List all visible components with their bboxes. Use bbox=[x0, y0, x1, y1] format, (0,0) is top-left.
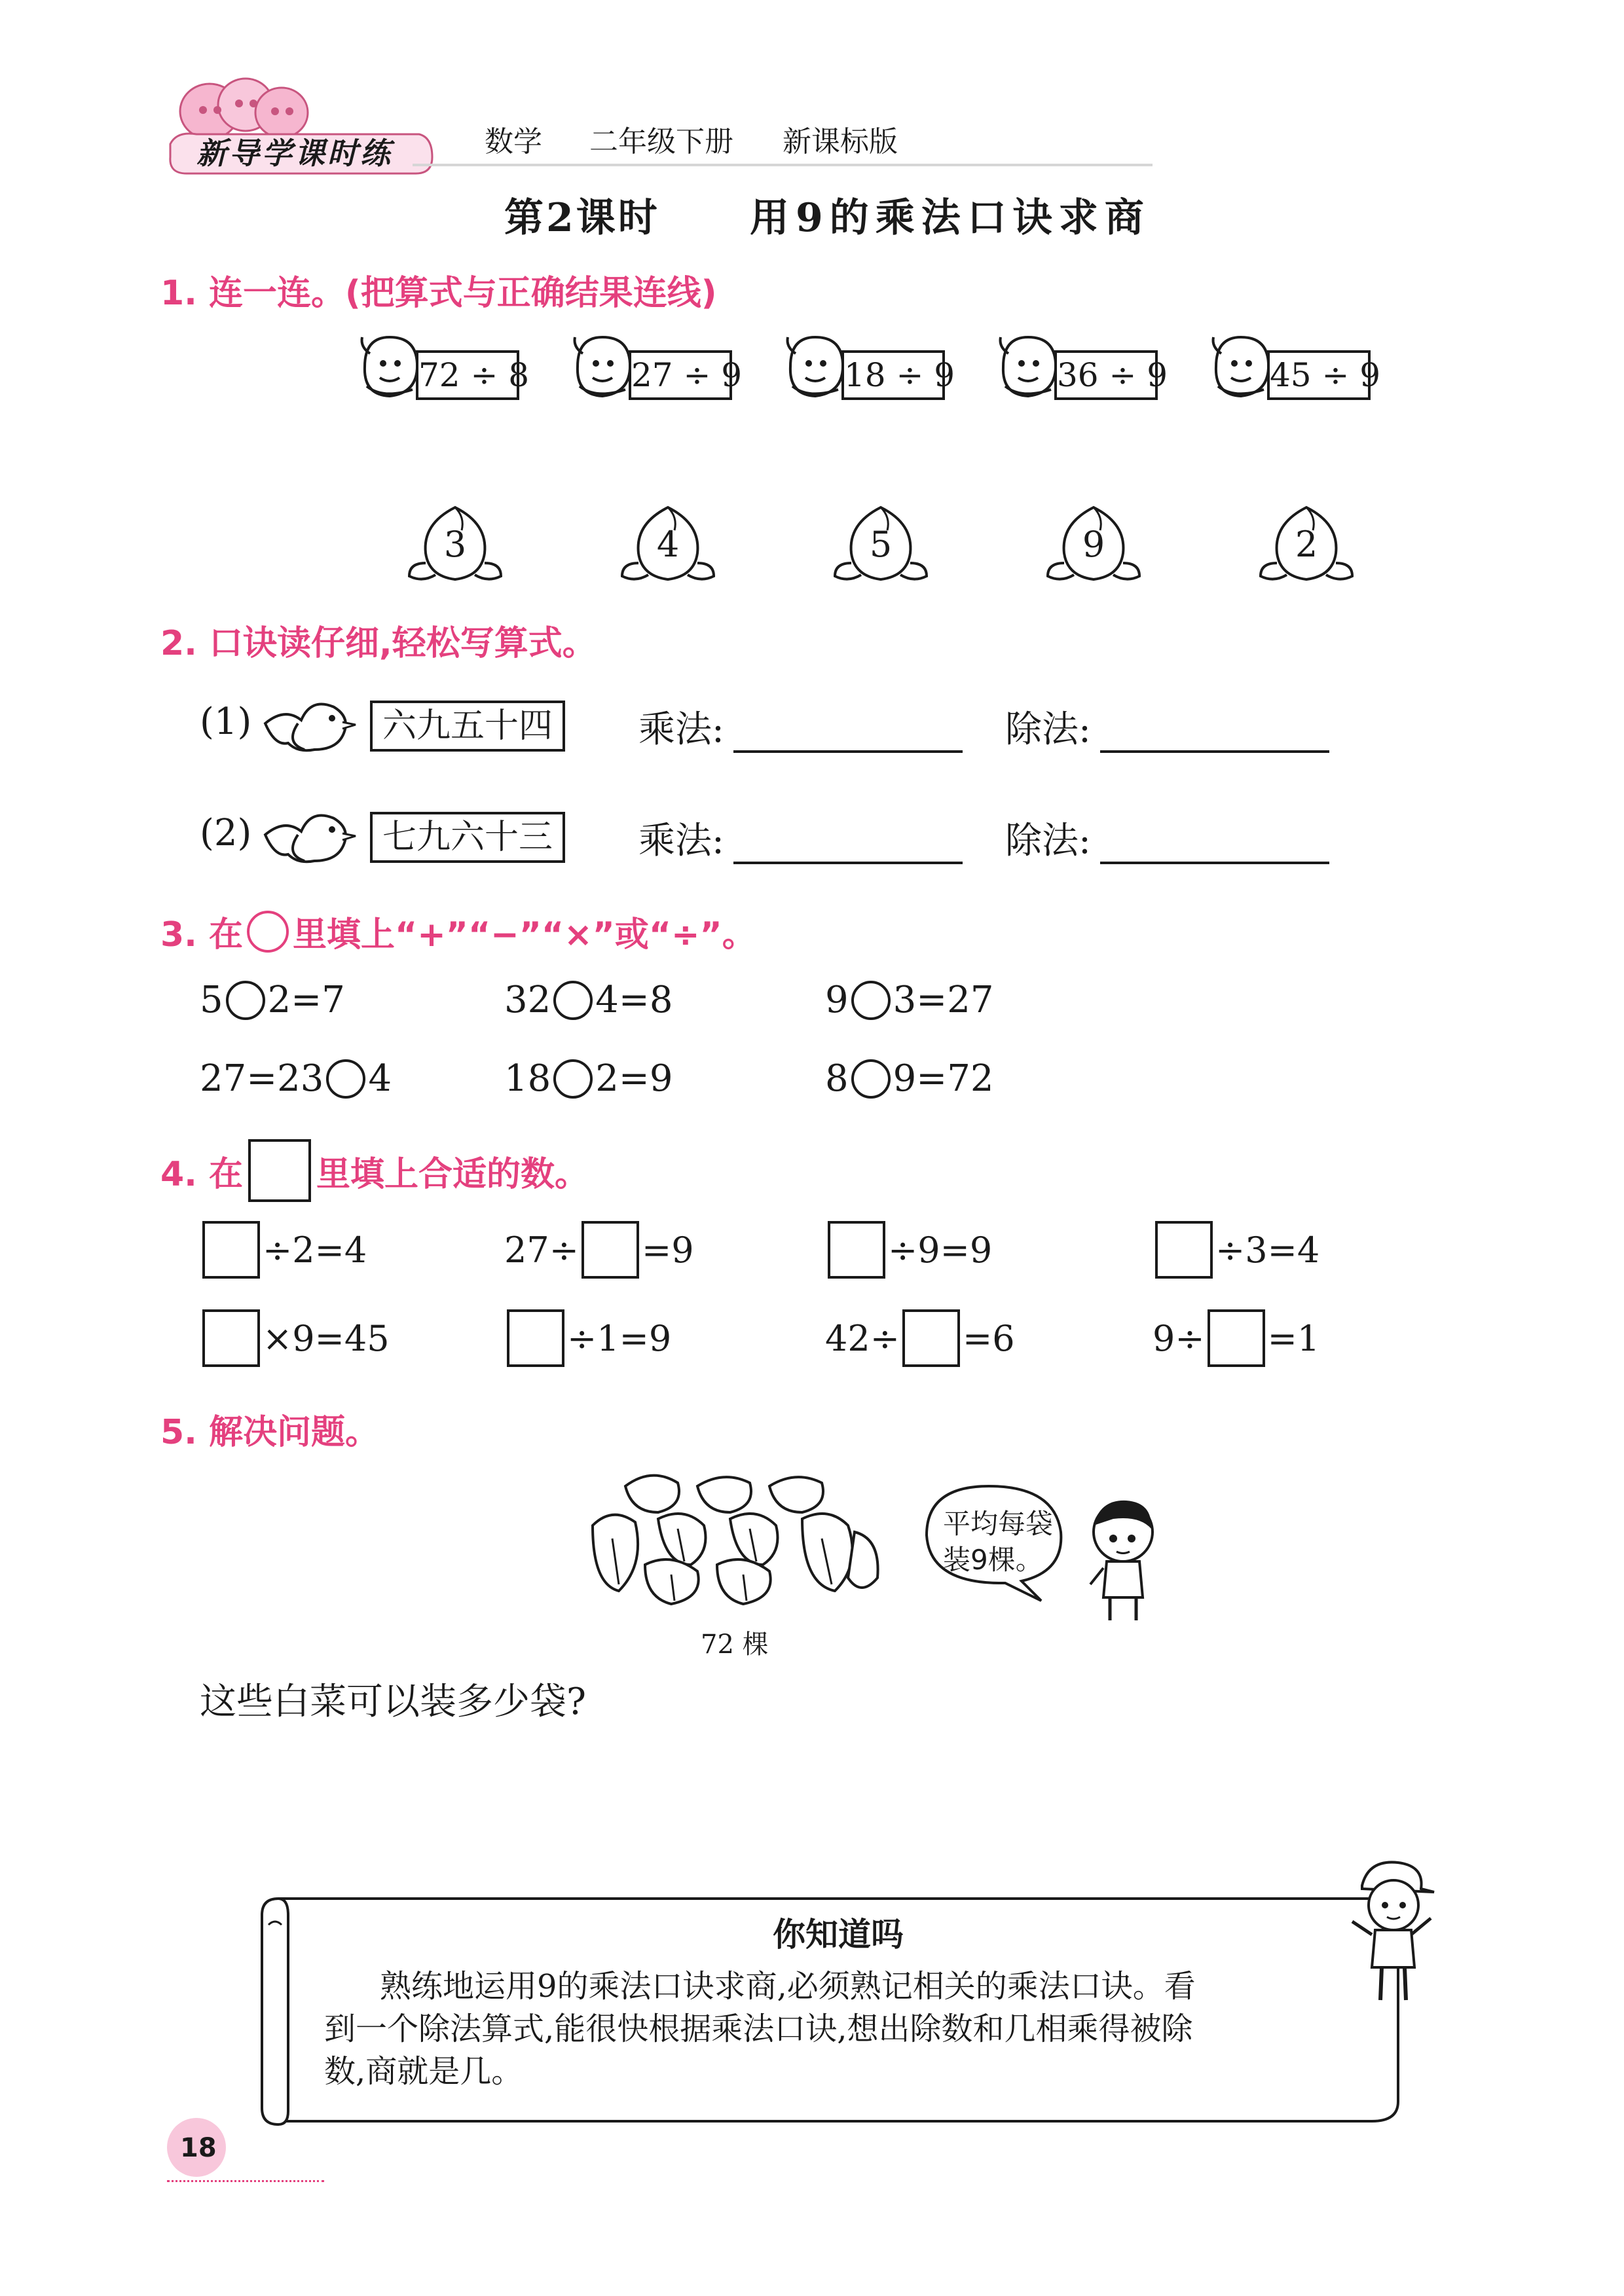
q2-rhyme-1: 六九五十四 bbox=[370, 701, 565, 752]
header-edition: 新课标版 bbox=[783, 125, 898, 158]
monkey-icon bbox=[995, 331, 1061, 405]
q3-operator-circle[interactable] bbox=[226, 981, 265, 1020]
q4-left: 42÷ bbox=[825, 1317, 900, 1359]
q1-label: 1. 连一连。(把算式与正确结果连线) bbox=[160, 274, 717, 313]
q1-result-5: 2 bbox=[1295, 524, 1318, 565]
bird-icon bbox=[259, 795, 357, 877]
q3-right: 2=9 bbox=[595, 1057, 673, 1100]
q1-expression-1[interactable]: 72 ÷ 8 bbox=[416, 350, 519, 400]
q2-label: 2. 口诀读仔细,轻松写算式。 bbox=[160, 624, 597, 663]
q4-label-post: 里填上合适的数。 bbox=[316, 1154, 589, 1194]
q3-left: 9 bbox=[825, 979, 849, 1021]
q4-answer-box[interactable] bbox=[202, 1309, 260, 1367]
footer-rule bbox=[167, 2180, 324, 2182]
q3-operator-circle[interactable] bbox=[851, 1059, 891, 1099]
q2-div-blank-2[interactable] bbox=[1100, 825, 1329, 864]
q4-label bbox=[160, 1139, 589, 1202]
q4-expression bbox=[1153, 1221, 1320, 1279]
square-icon bbox=[248, 1139, 311, 1202]
q3-right: 4 bbox=[368, 1057, 392, 1100]
q1-result-2: 4 bbox=[656, 524, 680, 565]
boy-character-image bbox=[1074, 1493, 1166, 1626]
q4-expression bbox=[504, 1309, 671, 1367]
circle-icon bbox=[247, 911, 289, 953]
lesson-number: 第2课时 bbox=[504, 195, 660, 241]
q1-expression-3[interactable]: 18 ÷ 9 bbox=[841, 350, 945, 400]
q3-right: 2=7 bbox=[267, 979, 345, 1021]
header-grade: 二年级下册 bbox=[589, 125, 733, 158]
q2-mul-blank-2[interactable] bbox=[733, 825, 963, 864]
q1-expression-2[interactable]: 27 ÷ 9 bbox=[629, 350, 732, 400]
q2-item-2-num: (2) bbox=[200, 812, 252, 854]
monkey-icon bbox=[783, 331, 848, 405]
q2-div-label-2: 除法: bbox=[1005, 820, 1091, 862]
q2-rhyme-2: 七九六十三 bbox=[370, 812, 565, 863]
series-title: 新导学课时练 bbox=[196, 136, 393, 171]
q3-expression bbox=[200, 1057, 392, 1100]
q4-left: 9÷ bbox=[1153, 1317, 1205, 1359]
q4-left: 27÷ bbox=[504, 1229, 579, 1271]
q4-answer-box[interactable] bbox=[828, 1221, 885, 1279]
q3-right: 4=8 bbox=[595, 979, 673, 1021]
page-number: 18 bbox=[180, 2133, 217, 2163]
q3-right: 3=27 bbox=[893, 979, 994, 1021]
q4-right: ×9=45 bbox=[263, 1317, 390, 1359]
q3-expression bbox=[200, 979, 345, 1021]
q3-expression bbox=[825, 979, 993, 1021]
q3-label bbox=[160, 907, 756, 956]
header-rule bbox=[413, 164, 1153, 166]
q4-expression bbox=[200, 1221, 367, 1279]
q4-answer-box[interactable] bbox=[507, 1309, 564, 1367]
q4-answer-box[interactable] bbox=[1155, 1221, 1213, 1279]
q5-label: 5. 解决问题。 bbox=[160, 1413, 380, 1452]
q3-right: 9=72 bbox=[893, 1057, 994, 1100]
q4-right: =9 bbox=[641, 1229, 694, 1271]
q4-answer-box[interactable] bbox=[1208, 1309, 1265, 1367]
q3-expression bbox=[825, 1057, 993, 1100]
q4-answer-box[interactable] bbox=[581, 1221, 639, 1279]
cabbage-count-label: 72 棵 bbox=[701, 1630, 769, 1660]
q3-operator-circle[interactable] bbox=[326, 1059, 365, 1099]
q4-right: ÷2=4 bbox=[263, 1229, 367, 1271]
q4-label-pre: 4. 在 bbox=[160, 1154, 244, 1194]
bird-icon bbox=[259, 684, 357, 765]
bubble-line-1: 平均每袋 bbox=[943, 1508, 1054, 1540]
q4-right: =1 bbox=[1267, 1317, 1320, 1359]
q3-operator-circle[interactable] bbox=[553, 1059, 593, 1099]
lesson-title: 用9的乘法口诀求商 bbox=[750, 195, 1151, 241]
q1-result-4: 9 bbox=[1082, 524, 1105, 565]
q2-mul-label-1: 乘法: bbox=[638, 708, 724, 751]
tip-line-2: 到一个除法算式,能很快根据乘法口诀,想出除数和几相乘得被除 bbox=[324, 2011, 1193, 2047]
q3-left: 18 bbox=[504, 1057, 551, 1100]
q4-answer-box[interactable] bbox=[902, 1309, 960, 1367]
q1-expression-4[interactable]: 36 ÷ 9 bbox=[1054, 350, 1158, 400]
monkey-icon bbox=[1208, 331, 1274, 405]
monkey-icon bbox=[357, 331, 422, 405]
q3-operator-circle[interactable] bbox=[553, 981, 593, 1020]
q4-right: ÷1=9 bbox=[567, 1317, 672, 1359]
q4-expression bbox=[200, 1309, 390, 1367]
q3-expression bbox=[504, 979, 673, 1021]
q1-result-3: 5 bbox=[869, 524, 893, 565]
q2-div-label-1: 除法: bbox=[1005, 708, 1091, 751]
q4-expression bbox=[825, 1309, 1015, 1367]
q2-item-1-num: (1) bbox=[200, 701, 252, 743]
tip-line-3: 数,商就是几。 bbox=[324, 2053, 523, 2090]
q3-label-post: 里填上“+”“−”“×”或“÷”。 bbox=[293, 915, 756, 955]
q4-right: ÷3=4 bbox=[1215, 1229, 1320, 1271]
q3-label-pre: 3. 在 bbox=[160, 915, 244, 955]
q1-expression-5[interactable]: 45 ÷ 9 bbox=[1267, 350, 1371, 400]
q5-answer-area[interactable] bbox=[200, 1728, 1378, 1833]
cabbage-pile-image bbox=[573, 1467, 887, 1620]
q4-expression bbox=[825, 1221, 992, 1279]
bubble-line-2: 装9棵。 bbox=[943, 1544, 1043, 1576]
header-subject: 数学 bbox=[485, 125, 542, 158]
q1-result-1: 3 bbox=[443, 524, 467, 565]
q3-left: 32 bbox=[504, 979, 551, 1021]
q4-expression bbox=[1153, 1309, 1320, 1367]
q5-question: 这些白菜可以装多少袋? bbox=[200, 1681, 587, 1723]
q3-left: 8 bbox=[825, 1057, 849, 1100]
q3-expression bbox=[504, 1057, 673, 1100]
q4-answer-box[interactable] bbox=[202, 1221, 260, 1279]
boy-with-cap-image bbox=[1342, 1853, 1441, 2013]
q2-mul-label-2: 乘法: bbox=[638, 820, 724, 862]
tip-line-1: 熟练地运用9的乘法口诀求商,必须熟记相关的乘法口诀。看 bbox=[380, 1968, 1196, 2005]
monkey-icon bbox=[570, 331, 635, 405]
tip-title: 你知道吗 bbox=[773, 1916, 904, 1954]
q2-mul-blank-1[interactable] bbox=[733, 714, 963, 753]
q4-expression bbox=[504, 1221, 694, 1279]
q4-right: =6 bbox=[962, 1317, 1015, 1359]
q3-left: 5 bbox=[200, 979, 223, 1021]
q4-right: ÷9=9 bbox=[888, 1229, 993, 1271]
q2-div-blank-1[interactable] bbox=[1100, 714, 1329, 753]
q3-operator-circle[interactable] bbox=[851, 981, 891, 1020]
q3-left: 27=23 bbox=[200, 1057, 324, 1100]
